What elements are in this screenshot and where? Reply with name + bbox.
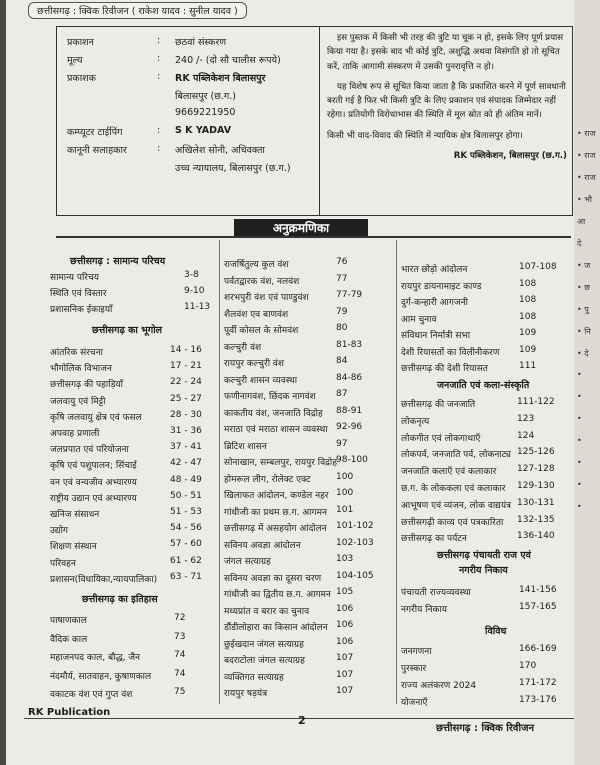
edge-fragment: दे [577, 239, 582, 248]
toc-entry [50, 361, 218, 375]
toc-entry-title: वकाटक वंश एवं गुप्त वंश [50, 690, 133, 700]
toc-entry [401, 345, 573, 359]
toc-entry [224, 472, 394, 486]
toc-entry-page: 104-105 [336, 570, 374, 581]
toc-entry [50, 302, 218, 316]
toc-entry [224, 422, 394, 436]
toc-entry [224, 439, 394, 453]
toc-entry [50, 556, 218, 570]
toc-entry [224, 620, 394, 634]
toc-entry [401, 498, 573, 512]
toc-entry-title: रायपुर षड़यंत्र [224, 689, 268, 699]
toc-entry-page: 3-8 [184, 270, 199, 280]
page-number: 2 [298, 714, 306, 727]
toc-entry [401, 585, 573, 599]
toc-entry [50, 475, 218, 489]
toc-entry [224, 488, 394, 502]
toc-entry-page: 106 [336, 603, 354, 614]
toc-entry [401, 531, 573, 545]
toc-entry [224, 257, 394, 271]
toc-entry-title: जंगल सत्याग्रह [224, 557, 271, 567]
toc-entry [401, 661, 573, 675]
edge-fragment: • दे [577, 349, 589, 358]
toc-entry-page: 170 [519, 661, 537, 671]
toc-entry [224, 587, 394, 601]
toc-entry-title: लोकपर्व, जनजाति पर्व, लोकनाट्य [401, 450, 511, 461]
toc-entry [50, 394, 218, 408]
footer-publisher: RK Publication [28, 707, 111, 718]
toc-entry-page: 108 [519, 311, 537, 322]
toc-entry-title: वैदिक काल [50, 634, 88, 645]
toc-entry-page: 136-140 [517, 531, 555, 542]
toc-entry [401, 431, 573, 445]
toc-entry-title: सामान्य परिचय [50, 273, 99, 283]
edge-fragment: • राज [577, 129, 596, 138]
toc-entry-page: 105 [336, 587, 354, 597]
toc-entry-page: 129-130 [517, 481, 555, 491]
toc-entry-page: 97 [336, 438, 348, 449]
toc-entry-title: रायपुर कल्चुरी वंश [224, 359, 285, 369]
toc-entry-title: भौगोलिक विभाजन [50, 364, 112, 375]
toc-entry-title: सविनय अवज्ञा का दूसरा चरण [224, 573, 322, 584]
toc-entry-title: छत्तीसगढ़ की देशी रियासत [401, 364, 488, 374]
edge-fragment: आ [577, 217, 586, 226]
toc-entry-page: 74 [174, 668, 186, 679]
info-value: S K YADAV [175, 125, 232, 136]
toc-entry-title: खनिज संसाधन [50, 510, 100, 520]
toc-entry [50, 507, 218, 521]
toc-entry-title: पाषाणकाल [50, 616, 87, 626]
info-value: छठवां संस्करण [175, 37, 227, 48]
toc-entry-page: 9-10 [184, 286, 205, 296]
edge-fragment: • [577, 480, 582, 489]
edge-fragment: • पु [577, 305, 589, 314]
toc-entry-title: पुरस्कार [401, 664, 427, 674]
toc-section-heading: नगरीय निकाय [459, 565, 508, 576]
edge-fragment: • छ [577, 283, 590, 292]
toc-entry-page: 63 - 71 [170, 571, 202, 582]
toc-entry-page: 106 [336, 620, 354, 630]
toc-entry-page: 48 - 49 [170, 474, 202, 485]
toc-entry-page: 109 [519, 328, 537, 338]
toc-entry [401, 515, 573, 529]
toc-entry-page: 11-13 [184, 302, 211, 312]
toc-entry [50, 377, 218, 391]
toc-entry-page: 75 [174, 687, 186, 697]
toc-entry [401, 464, 573, 478]
toc-entry [50, 687, 218, 701]
toc-entry-title: भारत छोड़ो आंदोलन [401, 265, 468, 275]
info-key: प्रकाशक [67, 73, 96, 84]
footer-book-title: छत्तीसगढ़ : क्विक रिवीजन [436, 723, 535, 734]
toc-entry-page: 107 [336, 686, 354, 696]
toc-entry [224, 637, 394, 651]
toc-entry-title: वन एवं वन्यजीव अभ्यारण्य [50, 477, 137, 488]
toc-entry-title: उद्योग [50, 526, 69, 537]
toc-entry-page: 173-176 [519, 695, 557, 705]
info-colon: : [157, 53, 161, 64]
toc-entry [50, 345, 218, 359]
toc-entry-title: खिलाफत आंदोलन, कण्डेल नहर [224, 491, 329, 501]
edge-fragment: • [577, 502, 582, 511]
toc-entry-page: 14 - 16 [170, 345, 202, 355]
toc-entry-title: शिक्षण संस्थान [50, 542, 97, 553]
info-colon: : [157, 71, 161, 82]
toc-section-heading: छत्तीसगढ़ पंचायती राज एवं [437, 550, 531, 561]
toc-entry-title: छुईखदान जंगल सत्याग्रह [224, 639, 304, 650]
disclaimer-para-3: किसी भी वाद-विवाद की स्थिति में न्यायिक क्षेत्र बिलासपुर होगा। [327, 130, 523, 141]
toc-entry [224, 406, 394, 420]
toc-entry-title: जलवायु एवं मिट्टी [50, 396, 106, 407]
toc-entry-page: 92-96 [336, 422, 363, 432]
toc-entry [50, 523, 218, 537]
toc-entry-title: व्यक्तिगत सत्याग्रह [224, 672, 284, 683]
toc-entry [50, 669, 218, 683]
toc-entry-title: छत्तीसगढ़ की पहाड़ियाँ [50, 380, 123, 391]
toc-entry-page: 171-172 [519, 678, 557, 688]
toc-entry-page: 79 [336, 306, 348, 317]
edge-fragment: • [577, 370, 582, 379]
toc-entry-title: संविधान निर्मात्री सभा [401, 331, 471, 341]
toc-entry-page: 54 - 56 [170, 523, 202, 534]
toc-section-heading: छत्तीसगढ़ का इतिहास [82, 594, 158, 605]
contents-column-2 [224, 0, 394, 765]
toc-entry [224, 604, 394, 618]
disclaimer-signature: RK पब्लिकेशन, बिलासपुर (छ.ग.) [453, 151, 567, 162]
toc-entry [401, 279, 573, 293]
toc-entry-page: 103 [336, 554, 354, 564]
toc-entry-page: 81-83 [336, 339, 363, 350]
toc-entry-page: 101-102 [336, 521, 374, 531]
toc-entry-title: आंतरिक संरचना [50, 348, 103, 358]
toc-section-heading: जनजाति एवं कला-संस्कृति [437, 380, 530, 391]
toc-entry [224, 505, 394, 519]
toc-entry-title: दुर्ग-कन्हारी आगजनी [401, 298, 468, 308]
toc-entry-page: 132-135 [517, 514, 555, 525]
toc-entry-title: मराठा एवं मराठा शासन व्यवस्था [224, 425, 328, 435]
toc-entry-title: पंचायती राज्यव्यवस्था [401, 588, 471, 598]
toc-entry-title: अपवाह प्रणाली [50, 429, 100, 439]
toc-entry-title: प्रशासन(विधायिका,न्यायपालिका) [50, 574, 158, 585]
edge-fragment: • भौ [577, 195, 592, 204]
toc-entry-title: लोकगीत एवं लोकगाथाएँ [401, 433, 481, 444]
toc-entry-page: 101 [336, 504, 354, 515]
toc-entry [50, 632, 218, 646]
toc-entry-title: राजर्षितुल्य कुल वंश [224, 260, 289, 270]
toc-entry-page: 57 - 60 [170, 539, 202, 550]
toc-entry-title: होमरूल लीग, रोलेक्ट एक्ट [224, 474, 311, 485]
toc-entry-page: 80 [336, 323, 348, 333]
info-colon: : [157, 35, 161, 46]
running-header: छत्तीसगढ़ : क्विक रिवीजन ( राकेश यादव : सुनील यादव ) [28, 2, 247, 19]
toc-entry-page: 106 [336, 636, 354, 647]
toc-entry-page: 72 [174, 613, 186, 623]
toc-entry-page: 37 - 41 [170, 442, 202, 453]
toc-entry-title: ब्रिटिश शासन [224, 441, 267, 452]
toc-entry-page: 107-108 [519, 262, 557, 272]
toc-entry [401, 414, 573, 428]
contents-column-3 [401, 0, 573, 765]
toc-section-heading: छत्तीसगढ़ का भूगोल [92, 325, 163, 336]
toc-entry [401, 695, 573, 709]
toc-entry-title: नगरीय निकाय [401, 605, 447, 615]
info-key: मूल्य [67, 55, 83, 66]
toc-entry [224, 538, 394, 552]
disclaimer-para-1: इस पुस्तक में किसी भी तरह की त्रुटि या चूक न हो, इसके लिए पूर्ण प्रयास किया गया है। इसके बाद भी कोई त्रुटि, अशुद्धि अथवा विसंगति हो तो सूचित करें, ताकि आगामी संस्करण में उसकी पुनरावृत्ति न हो। [327, 33, 564, 72]
toc-entry-page: 107 [336, 653, 354, 663]
toc-section-heading: विविध [485, 626, 507, 637]
toc-entry [224, 290, 394, 304]
toc-entry-page: 127-128 [517, 464, 555, 475]
info-value: 9669221950 [175, 107, 236, 118]
toc-entry [224, 274, 394, 288]
toc-entry-title: मध्यप्रांत व बरार का चुनाव [224, 606, 310, 617]
toc-entry-title: लोकनृत्य [401, 416, 430, 427]
toc-entry [50, 442, 218, 456]
info-key: प्रकाशन [67, 37, 94, 48]
toc-entry-page: 141-156 [519, 585, 557, 595]
info-value: 240 /- (दो सौ चालीस रूपये) [175, 55, 281, 66]
toc-entry-title: नंदमौर्य, सातवाहन, कुषाणकाल [50, 671, 152, 682]
toc-entry-page: 84-86 [336, 372, 363, 383]
toc-entry-page: 125-126 [517, 447, 555, 458]
toc-entry [224, 670, 394, 684]
toc-entry-title: आम चुनाव [401, 314, 437, 325]
toc-entry-title: छत्तीसगढ़ में असहयोग आंदोलन [224, 524, 327, 534]
toc-entry-page: 100 [336, 488, 354, 498]
toc-entry [50, 613, 218, 627]
toc-entry-page: 87 [336, 389, 348, 399]
toc-section-heading: छत्तीसगढ़ : सामान्य परिचय [70, 256, 166, 267]
toc-entry-page: 77 [336, 273, 348, 284]
toc-entry-page: 102-103 [336, 537, 374, 548]
toc-entry-page: 157-165 [519, 602, 557, 612]
toc-entry [401, 447, 573, 461]
toc-entry [224, 323, 394, 337]
toc-entry [224, 340, 394, 354]
toc-entry [401, 644, 573, 658]
toc-entry [50, 410, 218, 424]
toc-entry-page: 17 - 21 [170, 361, 202, 372]
toc-entry-title: योजनाएँ [401, 698, 428, 708]
contents-title: अनुक्रमणिका [234, 219, 368, 237]
toc-entry-title: पर्वतद्वारक वंश, नलवंश [224, 276, 300, 287]
toc-entry-page: 107 [336, 669, 354, 680]
toc-entry-title: सविनय अवज्ञा आंदोलन [224, 540, 301, 551]
toc-entry-title: प्रशासनिक ईकाइयाँ [50, 305, 113, 315]
toc-entry-title: रायपुर डायनामाइट काण्ड [401, 281, 482, 292]
toc-entry [224, 554, 394, 568]
toc-entry-title: गांधीजी का प्रथम छ.ग. आगमन [224, 507, 327, 518]
toc-entry-title: छ.ग. के लोककला एवं कलाकार [401, 484, 506, 494]
toc-entry-page: 108 [519, 295, 537, 305]
edge-fragment: • [577, 436, 582, 445]
toc-entry-page: 111 [519, 361, 537, 371]
toc-entry [50, 650, 218, 664]
toc-entry-title: पूर्वी कोसल के सोमवंश [224, 326, 299, 336]
next-page-edge [574, 0, 600, 765]
toc-entry-page: 84 [336, 356, 348, 366]
info-value: अखिलेश सोनी, अधिवक्ता [175, 145, 265, 156]
toc-entry [401, 481, 573, 495]
toc-entry-page: 166-169 [519, 644, 557, 654]
toc-entry-title: कृषि एवं पशुपालन; सिंचाई [50, 461, 137, 472]
toc-entry-title: जनजाति कलाएँ एवं कलाकार [401, 467, 497, 478]
toc-entry-title: काकतीय वंश, जनजाति विद्रोह [224, 408, 323, 419]
toc-entry-page: 123 [517, 413, 535, 424]
info-colon: : [157, 125, 161, 136]
edge-fragment: • ज [577, 261, 591, 270]
toc-entry [224, 307, 394, 321]
toc-entry-title: जलप्रपात एवं परियोजना [50, 445, 129, 456]
toc-entry [224, 356, 394, 370]
toc-entry-page: 31 - 36 [170, 426, 202, 436]
toc-entry [224, 686, 394, 700]
toc-entry [224, 521, 394, 535]
info-key: कम्प्यूटर टाईपिंग [67, 127, 123, 138]
toc-entry [401, 361, 573, 375]
toc-entry-title: जनगणना [401, 647, 432, 657]
toc-entry [401, 602, 573, 616]
edge-fragment: • [577, 414, 582, 423]
edge-fragment: • [577, 392, 582, 401]
info-value: उच्च न्यायालय, बिलासपुर (छ.ग.) [175, 163, 291, 174]
toc-entry-page: 100 [336, 471, 354, 482]
info-value: बिलासपुर (छ.ग.) [175, 91, 236, 102]
toc-entry [401, 312, 573, 326]
edge-fragment: • राज [577, 173, 596, 182]
toc-entry-title: देशी रियासतों का विलीनीकरण [401, 347, 500, 358]
toc-entry-page: 50 - 51 [170, 490, 202, 501]
toc-entry-title: राष्ट्रीय उद्यान एवं अभ्यारण्य [50, 493, 137, 504]
toc-entry-page: 28 - 30 [170, 409, 202, 420]
toc-entry-page: 124 [517, 430, 535, 441]
toc-entry-page: 111-122 [517, 397, 555, 407]
toc-entry [401, 678, 573, 692]
toc-entry-title: कल्चुरी वंश [224, 342, 262, 353]
toc-entry-title: गांधीजी का द्वितीय छ.ग. आगमन [224, 590, 331, 600]
toc-entry [401, 295, 573, 309]
toc-entry-title: महाजनपद काल, बौद्ध, जैन [50, 653, 141, 663]
toc-entry-title: स्थिति एवं विस्तार [50, 289, 107, 299]
toc-entry [50, 426, 218, 440]
toc-entry [224, 571, 394, 585]
toc-entry-page: 77-79 [336, 290, 363, 300]
toc-entry-title: छत्तीसगढ़ का पर्यटन [401, 534, 467, 545]
toc-entry-title: फणीनागवंश, छिंदक नागवंश [224, 392, 316, 402]
toc-entry [50, 491, 218, 505]
toc-entry-page: 42 - 47 [170, 458, 202, 469]
toc-entry-page: 130-131 [517, 497, 555, 508]
toc-entry-title: आभूषण एवं व्यंजन, लोक वाद्ययंत्र [401, 500, 512, 511]
toc-entry-page: 61 - 62 [170, 555, 202, 566]
toc-entry-title: कृषि जलवायु क्षेत्र एवं फसल [50, 412, 142, 423]
toc-entry-page: 73 [174, 631, 186, 642]
toc-entry [401, 328, 573, 342]
toc-entry [224, 373, 394, 387]
toc-entry-title: शरभपुरी वंश एवं पाण्डुवंश [224, 293, 309, 303]
toc-entry [50, 572, 218, 586]
toc-entry-page: 74 [174, 650, 186, 660]
edge-fragment: • नि [577, 327, 591, 336]
toc-entry-page: 98-100 [336, 455, 368, 465]
toc-entry-title: कल्चुरी शासन व्यवस्था [224, 375, 298, 386]
toc-entry-title: छत्तीसगढ़ी काव्य एवं पत्रकारिता [401, 517, 504, 528]
column-divider-1 [219, 240, 220, 704]
toc-entry [50, 539, 218, 553]
toc-entry-page: 109 [519, 344, 537, 355]
toc-entry [401, 262, 573, 276]
edge-fragment: • [577, 458, 582, 467]
toc-entry-title: सोनाखान, सम्बलपुर, रायपुर विद्रोह [224, 458, 338, 468]
toc-entry-title: परिवहन [50, 558, 76, 569]
toc-entry-page: 22 - 24 [170, 377, 202, 388]
toc-entry-title: बदराटोला जंगल सत्याग्रह [224, 656, 305, 666]
toc-entry-page: 51 - 53 [170, 507, 202, 517]
edge-fragment: • राज [577, 151, 596, 160]
toc-entry [401, 397, 573, 411]
column-divider-2 [396, 240, 397, 704]
book-page [6, 0, 574, 765]
contents-column-1 [50, 0, 218, 765]
toc-entry [224, 653, 394, 667]
info-key: कानूनी सलाहकार [67, 145, 127, 156]
toc-entry [224, 389, 394, 403]
toc-entry [50, 286, 218, 300]
toc-entry-page: 88-91 [336, 405, 363, 416]
toc-entry-page: 25 - 27 [170, 393, 202, 404]
disclaimer-para-2: यह विशेष रूप से सूचित किया जाता है कि प्रकाशित करने में पूर्ण सावधानी बरती गई है फिर भी किसी त्रुटि के लिए प्रकाशन एवं संपादक जिम्मेदार नहीं रहेगा। प्रतियोगी विरोधाभास की स्थिति में मूल स्रोत को ही अंतिम मानें। [327, 81, 566, 121]
toc-entry-title: राज्य अलंकरण 2024 [401, 681, 477, 691]
toc-entry-page: 76 [336, 257, 348, 267]
toc-entry-title: डौंडीलोहारा का किसान आंदोलन [224, 623, 328, 633]
toc-entry [50, 458, 218, 472]
info-value: RK पब्लिकेशन बिलासपुर [175, 73, 266, 84]
toc-entry-page: 108 [519, 278, 537, 289]
toc-entry-title: छत्तीसगढ़ की जनजाति [401, 400, 476, 410]
toc-entry [224, 455, 394, 469]
toc-entry-title: शैलवंश एव बाणवंश [224, 309, 289, 320]
info-colon: : [157, 143, 161, 154]
toc-entry [50, 270, 218, 284]
